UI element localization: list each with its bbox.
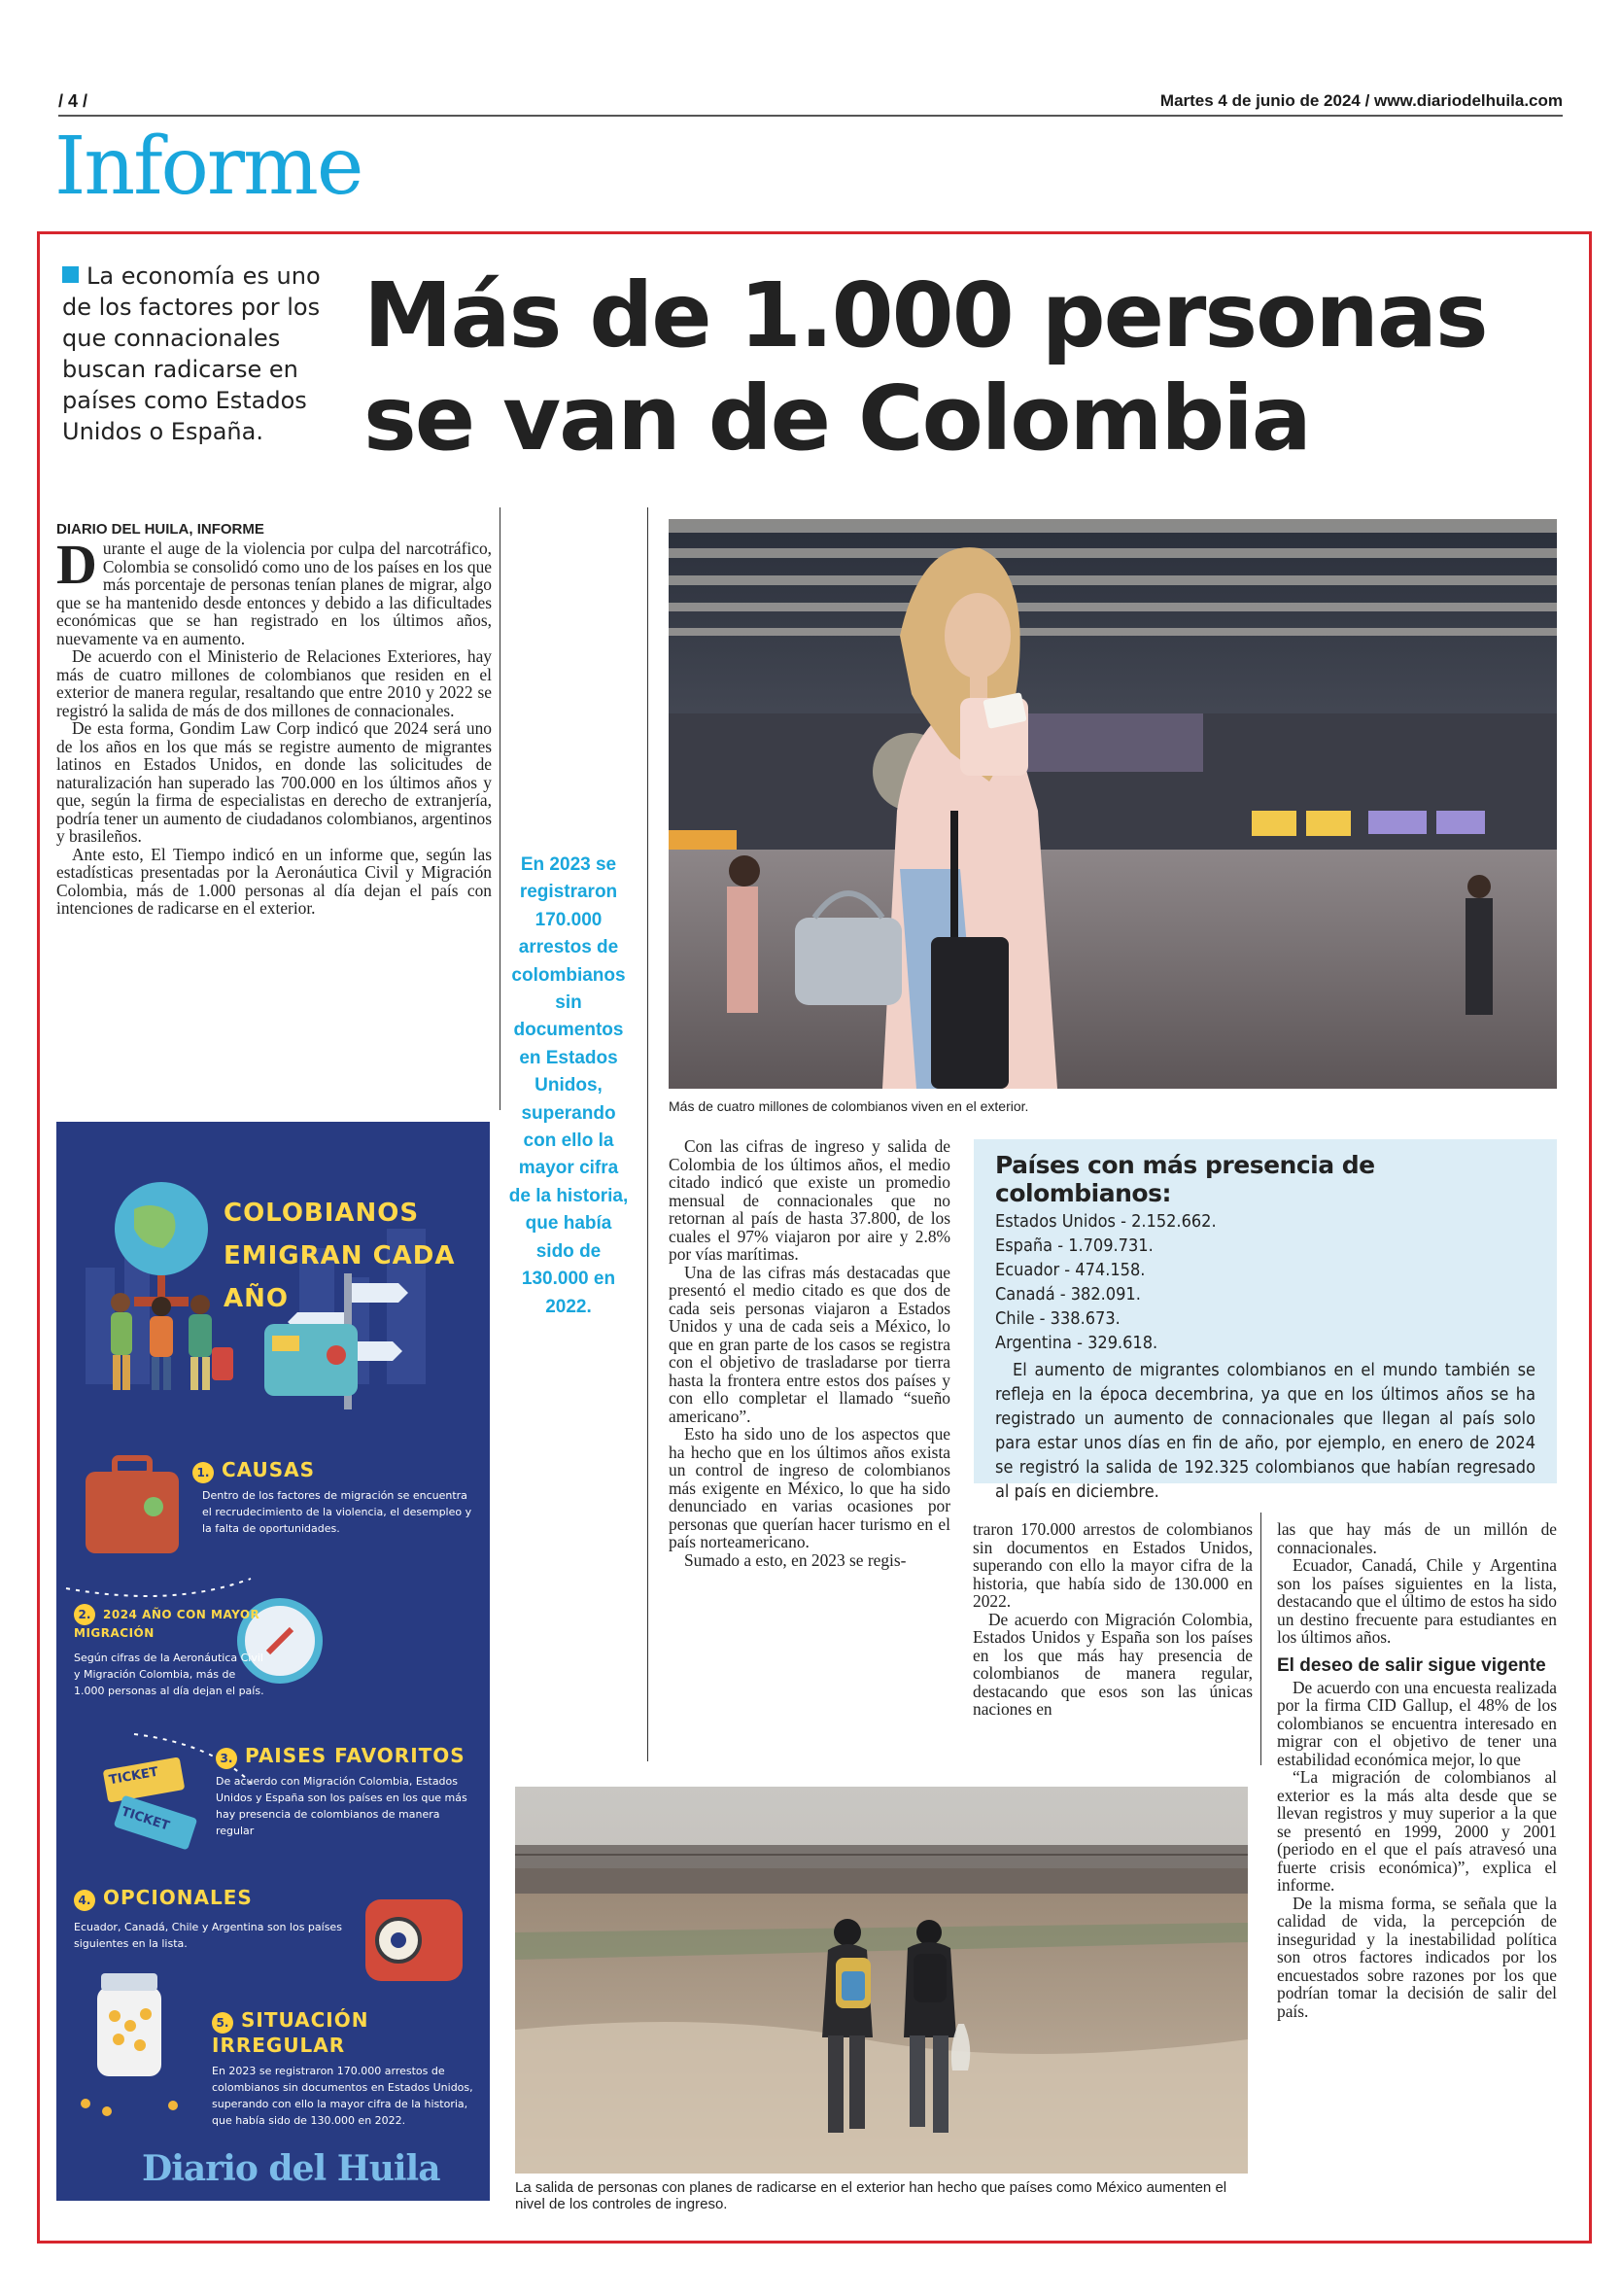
photo-caption: La salida de personas con planes de radicarse en el exterior han hecho que países como México aumenten el nivel de los controles de ingreso.: [515, 2179, 1227, 2212]
item-number: 3.: [216, 1748, 237, 1769]
infographic-item-favorites: [216, 1744, 478, 1839]
paragraph: De acuerdo con una encuesta realizada por la firma CID Gallup, el 48% de los colombianos se encuentra interesado en migrar con el objetivo de tener una estabilidad económica mejor, lo que: [1277, 1677, 1557, 1769]
article-column-1: [56, 521, 492, 918]
paragraph: Una de las cifras más destacadas que presentó el medio citado es que dos de cada seis personas viajaron a Estados Unidos y una de cada seis a México, lo que en gran parte de los casos se registra con el objetivo de trasladarse por tierra hasta la frontera entre estos dos países y con ello completar el llamado “sueño americano”.: [669, 1262, 950, 1426]
item-text: Dentro de los factores de migración se encuentra el recrudecimiento de la violencia, el desempleo y la falta de oportunidades.: [202, 1489, 472, 1535]
item-number: 4.: [74, 1890, 95, 1911]
airport-photo-illustration: [669, 519, 1557, 1089]
paragraph: “La migración de colombianos al exterior es la más alta desde que se llevan registros y muy superior a la que se presentó en 1999, 2000 y 2001 (periodo en el que el país atravesó una fuerte crisis económica)”, explica el informe.: [1277, 1767, 1557, 1895]
paragraph: las que hay más de un millón de connacionales.: [1277, 1519, 1557, 1557]
ticket-label: TICKET: [119, 1804, 172, 1834]
item-heading: SITUACIÓN IRREGULAR: [212, 2008, 369, 2057]
paragraph: De esta forma, Gondim Law Corp indicó que 2024 será uno de los años en los que más se registre aumento de migrantes latinos en Estados Unidos, en donde las solicitudes de naturalización han superado las 700.000 en los últimos años y que, según la firma de especialistas en derecho de extranjería, podría tener un aumento de ciudadanos colombianos, argentinos y brasileños.: [56, 718, 492, 846]
infobox-body: El aumento de migrantes colombianos en el mundo también se refleja en la época decembrina, ya que en los últimos años se ha registrado un aumento de connacionales que llegan al país solo para estar unos días en fin de año, por ejemplo, en enero de 2024 se registró la salida de 192.325 colombianos que habían regresado al país en diciembre.: [995, 1360, 1535, 1502]
item-text: Ecuador, Canadá, Chile y Argentina son los países siguientes en la lista.: [74, 1921, 342, 1950]
border-photo-illustration: [515, 1787, 1248, 2174]
diario-del-huila-logo: Diario del Huila: [142, 2148, 440, 2189]
photo-caption: Más de cuatro millones de colombianos viven en el exterior.: [669, 1098, 1029, 1114]
item-number: 2.: [74, 1604, 95, 1625]
column-divider: [1260, 1513, 1261, 1765]
item-number: 5.: [212, 2012, 233, 2034]
infobox-title: Países con más presencia de colombianos:: [995, 1151, 1375, 1207]
infobox-row: Argentina - 329.618.: [995, 1333, 1158, 1353]
infographic-item-causes: [192, 1458, 480, 1537]
infobox-row: Chile - 338.673.: [995, 1308, 1121, 1329]
header-rule: [58, 115, 1563, 117]
item-text: En 2023 se registraron 170.000 arrestos de colombianos sin documentos en Estados Unidos, superando con ello la mayor cifra de la historia, que había sido de 130.000 en 2022.: [212, 2065, 473, 2127]
ticket-label: TICKET: [108, 1764, 159, 1789]
drop-cap: D: [56, 533, 97, 596]
item-text: Según cifras de la Aeronáutica Civil y Migración Colombia, más de 1.000 personas al día dejan el país.: [74, 1652, 264, 1697]
infographic-item-irregular: [212, 2008, 474, 2129]
section-title: Informe: [54, 121, 362, 213]
paragraph: [56, 533, 492, 648]
infobox-row: Ecuador - 474.158.: [995, 1260, 1146, 1280]
page-number: / 4 /: [58, 91, 88, 111]
paragraph: traron 170.000 arrestos de colombianos sin documentos en Estados Unidos, superando con ello la mayor cifra de la historia, que había sido de 130.000 en 2022.: [973, 1519, 1253, 1611]
paragraph: Con las cifras de ingreso y salida de Colombia de los últimos años, el medio citado indicó que existe un promedio mensual de connacionales que no retornan al país de hasta 37.800, de los cuales el 97% viajaron por aire y 2.8% por vías marítimas.: [669, 1136, 950, 1264]
paragraph-text: urante el auge de la violencia por culpa del narcotráfico, Colombia se consolidó como uno de los países en los que más porcentaje de personas tenían planes de migrar, algo que se ha mantenido desde entonces y debido a las dificultades económicas que se han registrado en los últimos años, nuevamente va en aumento.: [56, 539, 492, 648]
border-walkers-photo: [515, 1787, 1248, 2174]
subheading: El deseo de salir sigue vigente: [1277, 1654, 1546, 1676]
headline: Más de 1.000 personas se van de Colombia: [363, 263, 1487, 470]
paragraph: Sumado a esto, en 2023 se regis-: [684, 1549, 907, 1570]
item-heading: PAISES FAVORITOS: [245, 1744, 466, 1767]
kicker: [62, 261, 344, 447]
infobox-row: España - 1.709.731.: [995, 1235, 1154, 1256]
paragraph: Ante esto, El Tiempo indicó en un informe que, según las estadísticas presentadas por la Aeronáutica Civil y Migración Colombia, más de 1.000 personas al día dejan el país con intenciones de radicarse en el exterior.: [56, 844, 492, 918]
kicker-text: La economía es uno de los factores por los que connacionales buscan radicarse en países como Estados Unidos o España.: [62, 262, 321, 445]
kicker-bullet-icon: [62, 266, 79, 283]
infographic-item-optional: [74, 1886, 356, 1952]
article-column-3: [973, 1520, 1253, 1719]
item-text: De acuerdo con Migración Colombia, Estados Unidos y España son los países en los que más hay presencia de colombianos de manera regular: [216, 1775, 467, 1837]
airport-traveler-photo: [669, 519, 1557, 1089]
paragraph: Ecuador, Canadá, Chile y Argentina son los países siguientes en la lista, destacando que el último de estos ha sido un destino frecuente para estudiantes en los últimos años.: [1277, 1555, 1557, 1647]
paragraph: De acuerdo con el Ministerio de Relaciones Exteriores, hay más de cuatro millones de colombianos que residen en el exterior de manera regular, resaltando que entre 2010 y 2022 se registró la salida de más de dos millones de connacionales.: [56, 646, 492, 720]
article-column-4: [1277, 1520, 1557, 2020]
article-column-2: [669, 1137, 950, 1569]
item-number: 1.: [192, 1462, 214, 1483]
pull-quote: En 2023 se registraron 170.000 arrestos de colombianos sin documentos en Estados Unidos, superando con ello la mayor cifra de la historia, que había sido de 130.000 en 2022.: [508, 854, 629, 1317]
paragraph: De acuerdo con Migración Colombia, Estados Unidos y España son los países en los que más hay presencia de colombianos de manera regular, destacando que esos son las únicas naciones en: [973, 1609, 1253, 1719]
paragraph: De la misma forma, se señala que la calidad de vida, la percepción de inseguridad y la inestabilidad política son otros factores indicados por los encuestados sobre razones por los que podrían tomar la decisión de salir del país.: [1277, 1893, 1557, 2021]
migration-infographic: [56, 1122, 490, 2201]
infobox-row: Estados Unidos - 2.152.662.: [995, 1211, 1217, 1232]
infobox-row: Canadá - 382.091.: [995, 1284, 1141, 1305]
infographic-item-2024: [74, 1604, 268, 1699]
country-stats-box: [974, 1139, 1557, 1502]
item-heading: CAUSAS: [222, 1458, 316, 1481]
item-heading: OPCIONALES: [103, 1886, 253, 1909]
item-heading: 2024 AÑO CON MAYOR MIGRACIÓN: [74, 1608, 260, 1640]
paragraph: Esto ha sido uno de los aspectos que ha hecho que en los últimos años exista un control de ingreso de colombianos más exigente en México, lo que ha sido denunciado en varias ocasiones por personas que querían hacer turismo en el país norteamericano.: [669, 1424, 950, 1551]
byline: DIARIO DEL HUILA, INFORME: [56, 521, 264, 538]
column-divider: [647, 507, 648, 1761]
infographic-title: COLOBIANOS EMIGRAN CADA AÑO: [224, 1199, 456, 1313]
date-and-website: Martes 4 de junio de 2024 / www.diariodelhuila.com: [1159, 91, 1563, 110]
